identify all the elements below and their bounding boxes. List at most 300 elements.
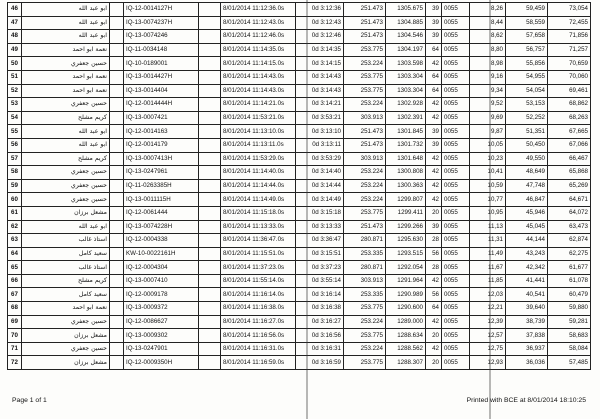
value-g: 65,868 — [548, 166, 591, 180]
value-e: 12,93 — [470, 356, 506, 370]
row-index: 65 — [8, 261, 22, 275]
vehicle-id: IQ-12-0061444 — [124, 206, 199, 220]
driver-name: استاذ غالب — [22, 234, 110, 248]
value-c: 42 — [426, 111, 442, 125]
duration: 0d 3:16:27 — [296, 315, 344, 329]
duration: 0d 3:14:21 — [296, 98, 344, 112]
value-e: 12,39 — [470, 315, 506, 329]
value-g: 58,084 — [548, 342, 591, 356]
spacer-cell — [110, 302, 124, 316]
value-f: 36,036 — [506, 356, 548, 370]
value-d: 0055 — [442, 261, 470, 275]
value-e: 11,67 — [470, 261, 506, 275]
value-c: 42 — [426, 315, 442, 329]
row-index: 60 — [8, 193, 22, 207]
value-c: 39 — [426, 3, 442, 17]
timestamp: 8/01/2014 11:14:49.0s — [221, 193, 296, 207]
value-b: 1288.307 — [386, 356, 426, 370]
duration: 0d 3:13:11 — [296, 138, 344, 152]
value-g: 68,263 — [548, 111, 591, 125]
value-f: 47,748 — [506, 179, 548, 193]
vehicle-id: IQ-11-0034148 — [124, 43, 199, 57]
value-a: 251.473 — [344, 3, 386, 17]
value-f: 51,351 — [506, 125, 548, 139]
duration: 0d 3:14:43 — [296, 70, 344, 84]
value-d: 0055 — [442, 57, 470, 71]
spacer-cell — [199, 3, 221, 17]
duration: 0d 3:12:36 — [296, 3, 344, 17]
spacer-cell — [199, 302, 221, 316]
value-b: 1305.675 — [386, 3, 426, 17]
table-row — [8, 356, 591, 370]
value-c: 42 — [426, 57, 442, 71]
spacer-cell — [199, 70, 221, 84]
spacer-cell — [110, 166, 124, 180]
row-index: 61 — [8, 206, 22, 220]
value-d: 0055 — [442, 220, 470, 234]
value-g: 58,683 — [548, 329, 591, 343]
timestamp: 8/01/2014 11:14:21.0s — [221, 98, 296, 112]
value-c: 56 — [426, 288, 442, 302]
value-c: 39 — [426, 125, 442, 139]
value-d: 0055 — [442, 111, 470, 125]
value-d: 0055 — [442, 329, 470, 343]
value-e: 9,52 — [470, 98, 506, 112]
row-index: 49 — [8, 43, 22, 57]
spacer-cell — [199, 111, 221, 125]
page-number: Page 1 of 1 — [12, 397, 47, 404]
value-g: 59,281 — [548, 315, 591, 329]
driver-name: حسين جعفري — [22, 315, 110, 329]
value-b: 1288.634 — [386, 329, 426, 343]
vehicle-id: IQ-12-0014163 — [124, 125, 199, 139]
value-b: 1293.515 — [386, 247, 426, 261]
value-f: 49,550 — [506, 152, 548, 166]
duration: 0d 3:14:43 — [296, 84, 344, 98]
table-row — [8, 70, 591, 84]
spacer-cell — [110, 329, 124, 343]
driver-name: استاذ غالب — [22, 261, 110, 275]
value-b: 1299.411 — [386, 206, 426, 220]
spacer-cell — [110, 247, 124, 261]
value-e: 10,95 — [470, 206, 506, 220]
value-c: 64 — [426, 70, 442, 84]
spacer-cell — [199, 342, 221, 356]
value-a: 253.224 — [344, 166, 386, 180]
table-row — [8, 302, 591, 316]
row-index: 68 — [8, 302, 22, 316]
vehicle-id: IQ-13-0009302 — [124, 329, 199, 343]
value-g: 69,461 — [548, 84, 591, 98]
spacer-cell — [110, 43, 124, 57]
timestamp: 8/01/2014 11:15:51.0s — [221, 247, 296, 261]
value-d: 0055 — [442, 43, 470, 57]
value-d: 0055 — [442, 302, 470, 316]
spacer-cell — [199, 247, 221, 261]
value-g: 64,671 — [548, 193, 591, 207]
value-b: 1301.648 — [386, 152, 426, 166]
value-e: 11,49 — [470, 247, 506, 261]
spacer-cell — [199, 125, 221, 139]
value-f: 45,045 — [506, 220, 548, 234]
duration: 0d 3:16:31 — [296, 342, 344, 356]
value-a: 251.473 — [344, 16, 386, 30]
spacer-cell — [199, 16, 221, 30]
value-g: 72,455 — [548, 16, 591, 30]
value-b: 1303.304 — [386, 84, 426, 98]
spacer-cell — [110, 356, 124, 370]
table-row — [8, 234, 591, 248]
value-f: 56,757 — [506, 43, 548, 57]
driver-name: نعمة ابو احمد — [22, 70, 110, 84]
value-d: 0055 — [442, 138, 470, 152]
value-b: 1290.989 — [386, 288, 426, 302]
table-row — [8, 179, 591, 193]
table-row — [8, 125, 591, 139]
spacer-cell — [110, 138, 124, 152]
value-d: 0055 — [442, 16, 470, 30]
row-index: 58 — [8, 166, 22, 180]
value-b: 1289.000 — [386, 315, 426, 329]
timestamp: 8/01/2014 11:14:15.0s — [221, 57, 296, 71]
spacer-cell — [199, 152, 221, 166]
row-index: 66 — [8, 274, 22, 288]
value-g: 66,467 — [548, 152, 591, 166]
value-e: 11,85 — [470, 274, 506, 288]
value-g: 70,060 — [548, 70, 591, 84]
vehicle-id: IQ-12-0004304 — [124, 261, 199, 275]
timestamp: 8/01/2014 11:13:11.0s — [221, 138, 296, 152]
value-b: 1301.732 — [386, 138, 426, 152]
value-a: 251.473 — [344, 125, 386, 139]
duration: 0d 3:16:38 — [296, 302, 344, 316]
value-d: 0055 — [442, 3, 470, 17]
value-g: 68,862 — [548, 98, 591, 112]
value-d: 0055 — [442, 342, 470, 356]
value-a: 253.224 — [344, 98, 386, 112]
spacer-cell — [110, 16, 124, 30]
spacer-cell — [110, 261, 124, 275]
vehicle-id: IQ-13-0247961 — [124, 166, 199, 180]
value-f: 48,649 — [506, 166, 548, 180]
value-e: 10,23 — [470, 152, 506, 166]
row-index: 64 — [8, 247, 22, 261]
duration: 0d 3:53:29 — [296, 152, 344, 166]
table-row — [8, 84, 591, 98]
row-index: 72 — [8, 356, 22, 370]
driver-name: ابو عبد الله — [22, 3, 110, 17]
value-f: 44,144 — [506, 234, 548, 248]
spacer-cell — [199, 274, 221, 288]
timestamp: 8/01/2014 11:12:46.0s — [221, 30, 296, 44]
timestamp: 8/01/2014 11:14:35.0s — [221, 43, 296, 57]
spacer-cell — [110, 179, 124, 193]
timestamp: 8/01/2014 11:13:33.0s — [221, 220, 296, 234]
row-index: 50 — [8, 57, 22, 71]
spacer-cell — [110, 84, 124, 98]
value-b: 1295.630 — [386, 234, 426, 248]
value-c: 20 — [426, 356, 442, 370]
timestamp: 8/01/2014 11:12:43.0s — [221, 16, 296, 30]
value-b: 1292.054 — [386, 261, 426, 275]
timestamp: 8/01/2014 11:13:10.0s — [221, 125, 296, 139]
timestamp: 8/01/2014 11:16:59.0s — [221, 356, 296, 370]
value-c: 64 — [426, 43, 442, 57]
table-row — [8, 329, 591, 343]
vehicle-id: KW-10-0022161H — [124, 247, 199, 261]
vehicle-id: IQ-12-0014179 — [124, 138, 199, 152]
value-c: 20 — [426, 206, 442, 220]
value-g: 65,269 — [548, 179, 591, 193]
spacer-cell — [199, 234, 221, 248]
driver-name: سعيد كامل — [22, 247, 110, 261]
table-row — [8, 193, 591, 207]
value-e: 8,26 — [470, 3, 506, 17]
value-e: 12,03 — [470, 288, 506, 302]
row-index: 67 — [8, 288, 22, 302]
timestamp: 8/01/2014 11:53:29.0s — [221, 152, 296, 166]
driver-name: كريم مشلح — [22, 274, 110, 288]
duration: 0d 3:36:47 — [296, 234, 344, 248]
duration: 0d 3:14:44 — [296, 179, 344, 193]
spacer-cell — [110, 274, 124, 288]
duration: 0d 3:53:21 — [296, 111, 344, 125]
value-a: 253.335 — [344, 288, 386, 302]
value-c: 42 — [426, 342, 442, 356]
spacer-cell — [110, 111, 124, 125]
value-b: 1303.304 — [386, 70, 426, 84]
spacer-cell — [110, 220, 124, 234]
value-b: 1288.562 — [386, 342, 426, 356]
spacer-cell — [199, 43, 221, 57]
timestamp: 8/01/2014 11:36:47.0s — [221, 234, 296, 248]
value-a: 303.913 — [344, 274, 386, 288]
value-b: 1301.845 — [386, 125, 426, 139]
value-e: 9,16 — [470, 70, 506, 84]
spacer-cell — [199, 138, 221, 152]
vehicle-id: IQ-13-0011115H — [124, 193, 199, 207]
value-f: 45,946 — [506, 206, 548, 220]
driver-name: ابو عبد الله — [22, 220, 110, 234]
value-g: 67,665 — [548, 125, 591, 139]
value-a: 253.775 — [344, 356, 386, 370]
driver-name: ابو عبد الله — [22, 16, 110, 30]
value-b: 1300.808 — [386, 166, 426, 180]
value-c: 42 — [426, 179, 442, 193]
value-f: 53,153 — [506, 98, 548, 112]
vehicle-id: IQ-13-0007421 — [124, 111, 199, 125]
vehicle-id: IQ-13-0074228H — [124, 220, 199, 234]
spacer-cell — [199, 98, 221, 112]
spacer-cell — [199, 30, 221, 44]
value-c: 42 — [426, 166, 442, 180]
timestamp: 8/01/2014 11:14:44.0s — [221, 179, 296, 193]
value-a: 251.473 — [344, 138, 386, 152]
row-index: 51 — [8, 70, 22, 84]
vehicle-id: IQ-13-0007413H — [124, 152, 199, 166]
value-f: 55,856 — [506, 57, 548, 71]
spacer-cell — [110, 342, 124, 356]
value-b: 1290.600 — [386, 302, 426, 316]
value-e: 8,44 — [470, 16, 506, 30]
duration: 0d 3:14:15 — [296, 57, 344, 71]
value-b: 1304.885 — [386, 16, 426, 30]
value-c: 42 — [426, 274, 442, 288]
row-index: 70 — [8, 329, 22, 343]
duration: 0d 3:55:14 — [296, 274, 344, 288]
value-f: 43,243 — [506, 247, 548, 261]
timestamp: 8/01/2014 11:14:43.0s — [221, 84, 296, 98]
driver-name: نعمة ابو احمد — [22, 84, 110, 98]
value-f: 58,559 — [506, 16, 548, 30]
value-a: 253.775 — [344, 302, 386, 316]
table-row — [8, 220, 591, 234]
value-a: 253.775 — [344, 70, 386, 84]
value-d: 0055 — [442, 84, 470, 98]
value-e: 10,59 — [470, 179, 506, 193]
timestamp: 8/01/2014 11:16:27.0s — [221, 315, 296, 329]
table-row — [8, 166, 591, 180]
spacer-cell — [199, 193, 221, 207]
value-b: 1300.363 — [386, 179, 426, 193]
spacer-cell — [110, 98, 124, 112]
spacer-cell — [110, 152, 124, 166]
value-g: 71,856 — [548, 30, 591, 44]
value-f: 42,342 — [506, 261, 548, 275]
vehicle-id: IQ-10-0189001 — [124, 57, 199, 71]
table-row — [8, 3, 591, 17]
print-stamp: Printed with BCE at 8/01/2014 18:10:25 — [466, 397, 586, 404]
duration: 0d 3:12:43 — [296, 16, 344, 30]
value-e: 10,05 — [470, 138, 506, 152]
duration: 0d 3:16:14 — [296, 288, 344, 302]
value-c: 42 — [426, 152, 442, 166]
value-b: 1291.964 — [386, 274, 426, 288]
duration: 0d 3:14:40 — [296, 166, 344, 180]
driver-name: كريم مشلح — [22, 111, 110, 125]
value-c: 39 — [426, 220, 442, 234]
value-f: 57,658 — [506, 30, 548, 44]
table-row — [8, 315, 591, 329]
value-e: 8,98 — [470, 57, 506, 71]
value-g: 67,066 — [548, 138, 591, 152]
value-f: 40,541 — [506, 288, 548, 302]
table-row — [8, 247, 591, 261]
row-index: 53 — [8, 98, 22, 112]
driver-name: حسين جعفري — [22, 98, 110, 112]
driver-name: ابو عبد الله — [22, 30, 110, 44]
data-table — [7, 2, 591, 370]
value-a: 253.224 — [344, 315, 386, 329]
spacer-cell — [110, 234, 124, 248]
value-e: 11,13 — [470, 220, 506, 234]
vehicle-id: IQ-13-0074237H — [124, 16, 199, 30]
value-e: 8,80 — [470, 43, 506, 57]
driver-name: مشعل برزان — [22, 356, 110, 370]
value-d: 0055 — [442, 179, 470, 193]
vehicle-id: IQ-13-0014427H — [124, 70, 199, 84]
duration: 0d 3:14:49 — [296, 193, 344, 207]
timestamp: 8/01/2014 11:53:21.0s — [221, 111, 296, 125]
value-e: 8,62 — [470, 30, 506, 44]
value-c: 42 — [426, 193, 442, 207]
value-f: 38,739 — [506, 315, 548, 329]
driver-name: مشعل برزان — [22, 329, 110, 343]
value-g: 63,473 — [548, 220, 591, 234]
staple-mark — [306, 0, 308, 419]
value-c: 39 — [426, 30, 442, 44]
value-c: 39 — [426, 138, 442, 152]
value-e: 12,21 — [470, 302, 506, 316]
table-row — [8, 288, 591, 302]
value-d: 0055 — [442, 98, 470, 112]
spacer-cell — [110, 206, 124, 220]
value-e: 9,69 — [470, 111, 506, 125]
value-g: 62,275 — [548, 247, 591, 261]
value-d: 0055 — [442, 30, 470, 44]
value-f: 39,640 — [506, 302, 548, 316]
value-e: 10,77 — [470, 193, 506, 207]
row-index: 55 — [8, 125, 22, 139]
duration: 0d 3:15:51 — [296, 247, 344, 261]
value-a: 253.335 — [344, 247, 386, 261]
spacer-cell — [199, 288, 221, 302]
value-a: 253.224 — [344, 57, 386, 71]
timestamp: 8/01/2014 11:14:43.0s — [221, 70, 296, 84]
value-g: 62,874 — [548, 234, 591, 248]
duration: 0d 3:16:59 — [296, 356, 344, 370]
table-row — [8, 274, 591, 288]
value-d: 0055 — [442, 274, 470, 288]
value-f: 37,838 — [506, 329, 548, 343]
value-f: 52,252 — [506, 111, 548, 125]
vehicle-id: IQ-12-0009350H — [124, 356, 199, 370]
spacer-cell — [110, 288, 124, 302]
value-a: 253.224 — [344, 193, 386, 207]
value-b: 1299.266 — [386, 220, 426, 234]
table-row — [8, 342, 591, 356]
timestamp: 8/01/2014 11:55:14.0s — [221, 274, 296, 288]
value-g: 64,072 — [548, 206, 591, 220]
value-g: 60,479 — [548, 288, 591, 302]
value-c: 42 — [426, 98, 442, 112]
vehicle-id: IQ-13-0247901 — [124, 342, 199, 356]
timestamp: 8/01/2014 11:15:18.0s — [221, 206, 296, 220]
vehicle-id: IQ-12-0004338 — [124, 234, 199, 248]
driver-name: ابو عبد الله — [22, 138, 110, 152]
value-e: 10,41 — [470, 166, 506, 180]
driver-name: كريم مشلح — [22, 152, 110, 166]
value-c: 39 — [426, 16, 442, 30]
table-row — [8, 261, 591, 275]
timestamp: 8/01/2014 11:16:31.0s — [221, 342, 296, 356]
timestamp: 8/01/2014 11:16:14.0s — [221, 288, 296, 302]
spacer-cell — [199, 84, 221, 98]
driver-name: حسين جعفري — [22, 179, 110, 193]
row-index: 63 — [8, 234, 22, 248]
value-a: 303.913 — [344, 111, 386, 125]
spacer-cell — [110, 125, 124, 139]
value-c: 64 — [426, 302, 442, 316]
spacer-cell — [199, 166, 221, 180]
value-g: 59,880 — [548, 302, 591, 316]
driver-name: نعمة ابو احمد — [22, 302, 110, 316]
spacer-cell — [199, 329, 221, 343]
value-f: 41,441 — [506, 274, 548, 288]
value-d: 0055 — [442, 206, 470, 220]
value-g: 57,485 — [548, 356, 591, 370]
value-b: 1304.546 — [386, 30, 426, 44]
